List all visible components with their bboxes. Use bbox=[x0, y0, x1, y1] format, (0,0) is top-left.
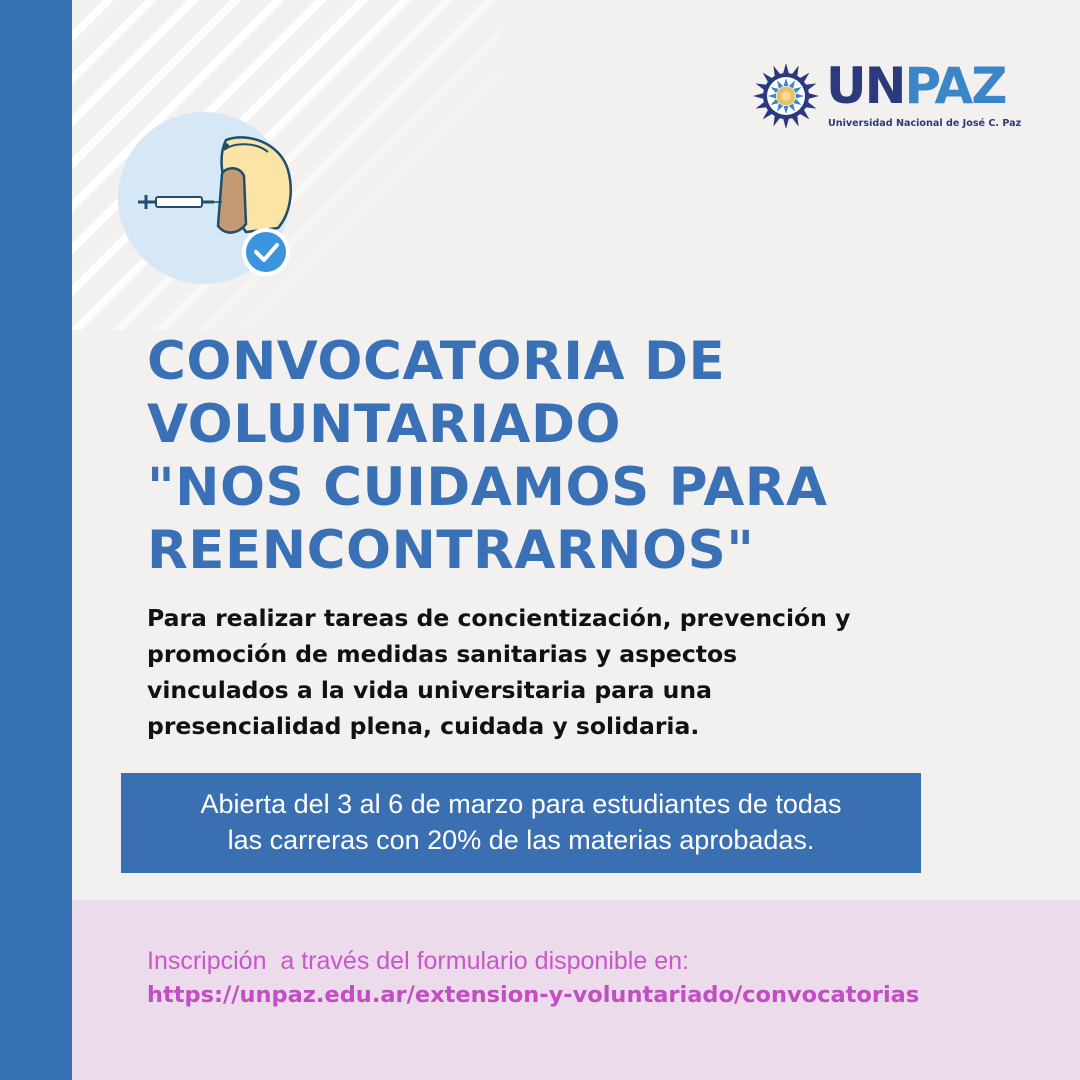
title-line: CONVOCATORIA DE bbox=[147, 331, 726, 392]
left-accent-bar bbox=[0, 0, 72, 1080]
logo-subtitle: Universidad Nacional de José C. Paz bbox=[828, 118, 1022, 129]
unpaz-logo bbox=[752, 57, 1022, 132]
inscription-label: Inscripción a través del formulario disponible en: bbox=[147, 947, 689, 975]
description-line: Para realizar tareas de concientización, prevención y bbox=[147, 604, 851, 632]
title-line: REENCONTRARNOS" bbox=[147, 520, 755, 581]
logo-wordmark bbox=[826, 58, 1005, 114]
inscription-url-link[interactable]: https://unpaz.edu.ar/extension-y-voluntariado/convocatorias bbox=[147, 982, 920, 1008]
page-title bbox=[147, 330, 967, 582]
sun-seal-icon bbox=[752, 62, 820, 130]
description-text bbox=[147, 600, 927, 744]
logo-wordmark-paz: PAZ bbox=[904, 57, 1006, 115]
eligibility-info-box bbox=[121, 773, 921, 873]
description-line: vinculados a la vida universitaria para una bbox=[147, 676, 712, 704]
description-line: presencialidad plena, cuidada y solidaria. bbox=[147, 712, 700, 740]
logo-wordmark-un: UN bbox=[826, 57, 905, 115]
title-line: VOLUNTARIADO bbox=[147, 394, 622, 455]
description-line: promoción de medidas sanitarias y aspectos bbox=[147, 640, 738, 668]
vaccine-arm-icon bbox=[118, 112, 294, 284]
info-line: Abierta del 3 al 6 de marzo para estudiantes de todas bbox=[200, 789, 842, 819]
title-line: "NOS CUIDAMOS PARA bbox=[147, 457, 828, 518]
check-badge-icon bbox=[242, 228, 290, 276]
info-line: las carreras con 20% de las materias aprobadas. bbox=[227, 825, 815, 855]
